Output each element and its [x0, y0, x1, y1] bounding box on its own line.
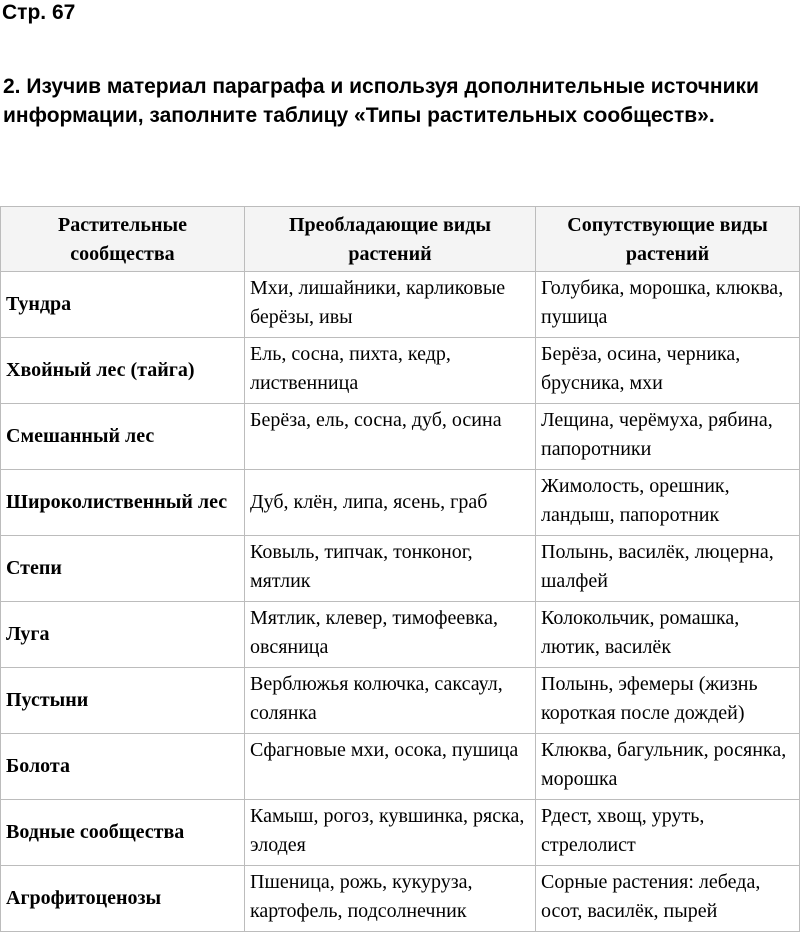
task-text: 2. Изучив материал параграфа и используя дополнительные источники информации, заполните таблицу «Типы растительных сообществ».: [3, 75, 759, 127]
table-row: [1, 734, 800, 800]
table-row: [1, 866, 800, 932]
community-cell: Хвойный лес (тайга): [1, 338, 245, 404]
dominant-cell: Ель, сосна, пихта, кедр, лиственница: [245, 338, 536, 404]
community-cell: Водные сообщества: [1, 800, 245, 866]
accompanying-cell: Лещина, черёмуха, рябина, папоротники: [536, 404, 800, 470]
page-number: Стр. 67: [2, 1, 76, 24]
community-cell: Широколиственный лес: [1, 470, 245, 536]
community-cell: Агрофитоценозы: [1, 866, 245, 932]
accompanying-cell: Клюква, багульник, росянка, морошка: [536, 734, 800, 800]
table-row: [1, 338, 800, 404]
dominant-cell: Верблюжья колючка, саксаул, солянка: [245, 668, 536, 734]
community-cell: Тундра: [1, 272, 245, 338]
header-communities: Растительные сообщества: [1, 207, 245, 272]
accompanying-cell: Колокольчик, ромашка, лютик, василёк: [536, 602, 800, 668]
community-cell: Луга: [1, 602, 245, 668]
header-dominant-species: Преобладающие виды растений: [245, 207, 536, 272]
dominant-cell: Камыш, рогоз, кувшинка, ряска, элодея: [245, 800, 536, 866]
header-accompanying-species: Сопутствующие виды растений: [536, 207, 800, 272]
accompanying-cell: Жимолость, орешник, ландыш, папоротник: [536, 470, 800, 536]
dominant-cell: Сфагновые мхи, осока, пушица: [245, 734, 536, 800]
accompanying-cell: Полынь, василёк, люцерна, шалфей: [536, 536, 800, 602]
accompanying-cell: Голубика, морошка, клюква, пушица: [536, 272, 800, 338]
community-cell: Болота: [1, 734, 245, 800]
table-row: [1, 668, 800, 734]
dominant-cell: Мятлик, клевер, тимофеевка, овсяница: [245, 602, 536, 668]
table-row: [1, 536, 800, 602]
dominant-cell: Мхи, лишайники, карликовые берёзы, ивы: [245, 272, 536, 338]
table-row: [1, 470, 800, 536]
accompanying-cell: Берёза, осина, черника, брусника, мхи: [536, 338, 800, 404]
accompanying-cell: Рдест, хвощ, уруть, стрелолист: [536, 800, 800, 866]
community-cell: Степи: [1, 536, 245, 602]
accompanying-cell: Полынь, эфемеры (жизнь короткая после дождей): [536, 668, 800, 734]
plant-communities-table: [0, 206, 800, 932]
table-row: [1, 404, 800, 470]
table-row: [1, 800, 800, 866]
dominant-cell: Берёза, ель, сосна, дуб, осина: [245, 404, 536, 470]
table-row: [1, 602, 800, 668]
accompanying-cell: Сорные растения: лебеда, осот, василёк, пырей: [536, 866, 800, 932]
table-header-row: [1, 207, 800, 272]
community-cell: Смешанный лес: [1, 404, 245, 470]
community-cell: Пустыни: [1, 668, 245, 734]
dominant-cell: Пшеница, рожь, кукуруза, картофель, подсолнечник: [245, 866, 536, 932]
table-row: [1, 272, 800, 338]
dominant-cell: Дуб, клён, липа, ясень, граб: [245, 470, 536, 536]
dominant-cell: Ковыль, типчак, тонконог, мятлик: [245, 536, 536, 602]
